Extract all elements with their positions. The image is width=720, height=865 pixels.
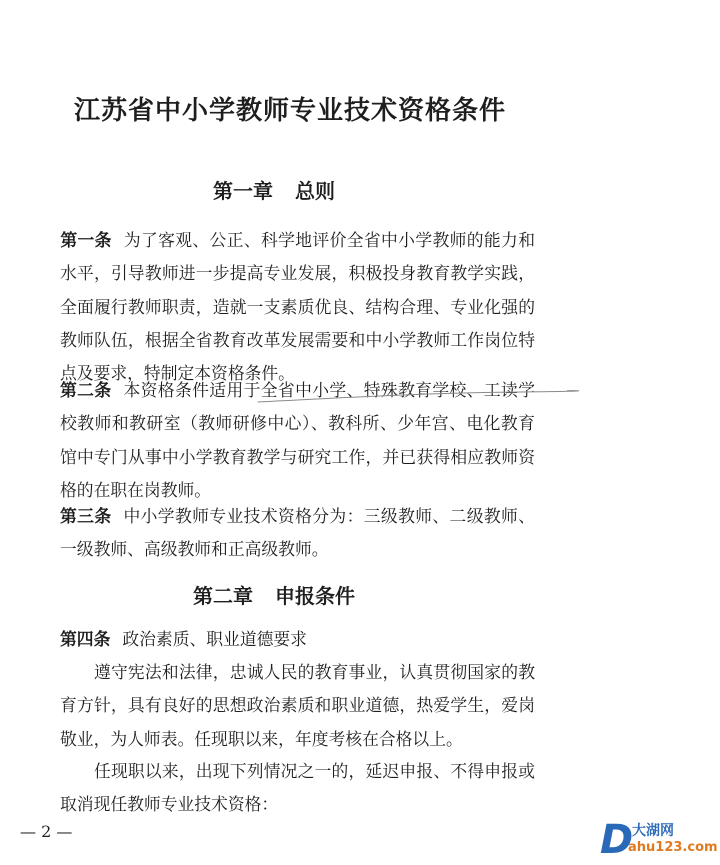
article-2-label: 第二条 bbox=[60, 380, 112, 400]
article-4-text: 政治素质、职业道德要求 bbox=[122, 629, 307, 649]
watermark-site-name: 大湖网 bbox=[632, 823, 674, 839]
page-number: — 2 — bbox=[20, 822, 73, 841]
article-4 bbox=[60, 623, 535, 656]
article-1-label: 第一条 bbox=[60, 230, 112, 250]
article-1 bbox=[60, 224, 535, 390]
article-2-text: 本资格条件适用于全省中小学、特殊教育学校、工读学校教师和教研室（教师研修中心）、教科所、少年宫、电化教育馆中专门从事中小学教育教学与研究工作，并已获得相应教师资格的在职在岗教师。 bbox=[60, 380, 535, 500]
document-title: 江苏省中小学教师专业技术资格条件 bbox=[74, 96, 507, 126]
article-4-label: 第四条 bbox=[60, 629, 111, 649]
watermark-logo-letter: D bbox=[600, 817, 634, 863]
watermark-url: ahu123.com bbox=[628, 840, 718, 855]
article-2 bbox=[60, 374, 535, 507]
chapter-2-heading bbox=[193, 580, 355, 609]
article-3-label: 第三条 bbox=[60, 506, 112, 526]
article-3-text: 中小学教师专业技术资格分为：三级教师、二级教师、一级教师、高级教师和正高级教师。 bbox=[60, 506, 535, 560]
paragraph-disqualification: 任现职以来，出现下列情况之一的，延迟申报、不得申报或取消现任教师专业技术资格： bbox=[60, 761, 535, 815]
chapter-1-number: 第一章 bbox=[213, 179, 273, 203]
chapter-2-number: 第二章 bbox=[193, 584, 253, 608]
site-watermark bbox=[600, 817, 718, 863]
paragraph-conduct: 遵守宪法和法律，忠诚人民的教育事业，认真贯彻国家的教育方针，具有良好的思想政治素质和职业道德，热爱学生，爱岗敬业，为人师表。任现职以来，年度考核在合格以上。 bbox=[60, 662, 535, 749]
chapter-2-name: 申报条件 bbox=[275, 584, 355, 608]
article-1-text: 为了客观、公正、科学地评价全省中小学教师的能力和水平，引导教师进一步提高专业发展，积极投身教育教学实践，全面履行教师职责，造就一支素质优良、结构合理、专业化强的教师队伍，根据全省教育改革发展需要和中小学教师工作岗位特点及要求，特制定本资格条件。 bbox=[60, 230, 535, 384]
chapter-1-name: 总则 bbox=[295, 179, 335, 203]
article-3 bbox=[60, 500, 535, 567]
chapter-1-heading bbox=[213, 175, 335, 204]
